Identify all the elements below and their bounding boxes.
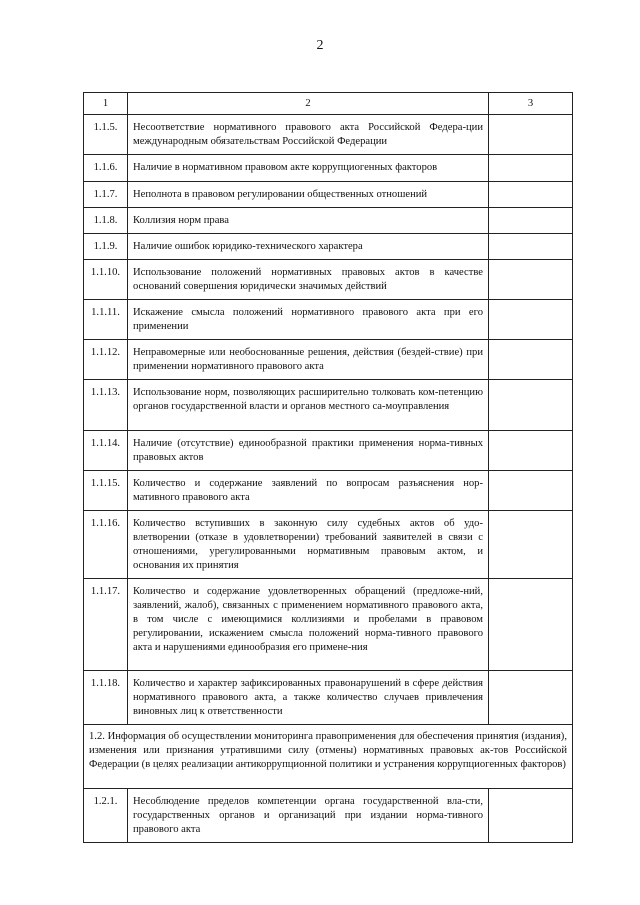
row-number: 1.1.6. xyxy=(84,155,128,182)
row-description: Наличие ошибок юридико-технического характера xyxy=(128,234,489,260)
row-value-cell xyxy=(489,511,573,579)
header-col-3: 3 xyxy=(489,93,573,115)
row-value-cell xyxy=(489,234,573,260)
table-row xyxy=(84,579,573,671)
table-row xyxy=(84,155,573,182)
table-row xyxy=(84,234,573,260)
row-description: Количество и содержание заявлений по вопросам разъяснения нор-мативного правового акта xyxy=(128,471,489,511)
table-row xyxy=(84,115,573,155)
row-description: Искажение смысла положений нормативного правового акта при его применении xyxy=(128,300,489,340)
row-number: 1.1.7. xyxy=(84,182,128,208)
table-row xyxy=(84,789,573,843)
row-value-cell xyxy=(489,182,573,208)
row-number: 1.1.11. xyxy=(84,300,128,340)
row-number: 1.1.5. xyxy=(84,115,128,155)
row-description: Неполнота в правовом регулировании общественных отношений xyxy=(128,182,489,208)
row-number: 1.1.10. xyxy=(84,260,128,300)
table-row xyxy=(84,182,573,208)
row-number: 1.1.8. xyxy=(84,208,128,234)
row-value-cell xyxy=(489,300,573,340)
table-row xyxy=(84,380,573,431)
table-row xyxy=(84,340,573,380)
row-number: 1.1.16. xyxy=(84,511,128,579)
row-description: Несоответствие нормативного правового акта Российской Федера-ции международным обязательствам Российской Федерации xyxy=(128,115,489,155)
row-description: Количество вступивших в законную силу судебных актов об удо-влетворении (отказе в удовлетворении) требований заявителей в связи с отношениями, урегулированными нормативным правовым актом, и основания их принятия xyxy=(128,511,489,579)
row-value-cell xyxy=(489,579,573,671)
row-number: 1.1.15. xyxy=(84,471,128,511)
row-number: 1.1.14. xyxy=(84,431,128,471)
row-value-cell xyxy=(489,340,573,380)
row-number: 1.1.12. xyxy=(84,340,128,380)
row-number: 1.1.18. xyxy=(84,671,128,725)
row-description: Неправомерные или необоснованные решения, действия (бездей-ствие) при применении нормативного правового акта xyxy=(128,340,489,380)
row-value-cell xyxy=(489,789,573,843)
table-row xyxy=(84,471,573,511)
table-row xyxy=(84,431,573,471)
row-value-cell xyxy=(489,155,573,182)
row-number: 1.1.17. xyxy=(84,579,128,671)
header-col-1: 1 xyxy=(84,93,128,115)
row-value-cell xyxy=(489,380,573,431)
row-description: Несоблюдение пределов компетенции органа государственной вла-сти, государственных органов и организаций при издании норма-тивного правового акта xyxy=(128,789,489,843)
row-value-cell xyxy=(489,471,573,511)
header-col-2: 2 xyxy=(128,93,489,115)
row-value-cell xyxy=(489,115,573,155)
row-value-cell xyxy=(489,431,573,471)
row-description: Количество и содержание удовлетворенных обращений (предложе-ний, заявлений, жалоб), связанных с применением нормативного правового акта, в том числе с имеющимися коллизиями и пробелами в правовом регулировании, искажением смысла положений норма-тивного правового акта и нарушениями единообразия его примене-ния xyxy=(128,579,489,671)
table-row xyxy=(84,671,573,725)
row-description: Использование норм, позволяющих расширительно толковать ком-петенцию органов государственной власти и органов местного са-моуправления xyxy=(128,380,489,431)
section-row xyxy=(84,725,573,789)
monitoring-table xyxy=(83,92,573,843)
row-description: Использование положений нормативных правовых актов в качестве оснований совершения юридически значимых действий xyxy=(128,260,489,300)
section-heading: 1.2. Информация об осуществлении мониторинга правоприменения для обеспечения принятия (издания), изменения или признания утратившими силу (отмены) нормативных правовых ак-тов Российской Федерации (в целях реализации антикоррупционной политики и устранения коррупциогенных факторов) xyxy=(84,725,573,789)
row-description: Количество и характер зафиксированных правонарушений в сфере действия нормативного правового акта, а также количество случаев привлечения виновных лиц к ответственности xyxy=(128,671,489,725)
row-number: 1.1.9. xyxy=(84,234,128,260)
row-value-cell xyxy=(489,208,573,234)
table-row xyxy=(84,511,573,579)
row-description: Наличие (отсутствие) единообразной практики применения норма-тивных правовых актов xyxy=(128,431,489,471)
row-description: Наличие в нормативном правовом акте коррупциогенных факторов xyxy=(128,155,489,182)
row-number: 1.1.13. xyxy=(84,380,128,431)
row-description: Коллизия норм права xyxy=(128,208,489,234)
table-row xyxy=(84,260,573,300)
table-row xyxy=(84,208,573,234)
table-header-row xyxy=(84,93,573,115)
row-value-cell xyxy=(489,260,573,300)
table-row xyxy=(84,300,573,340)
row-number: 1.2.1. xyxy=(84,789,128,843)
page-number: 2 xyxy=(316,38,324,53)
row-value-cell xyxy=(489,671,573,725)
